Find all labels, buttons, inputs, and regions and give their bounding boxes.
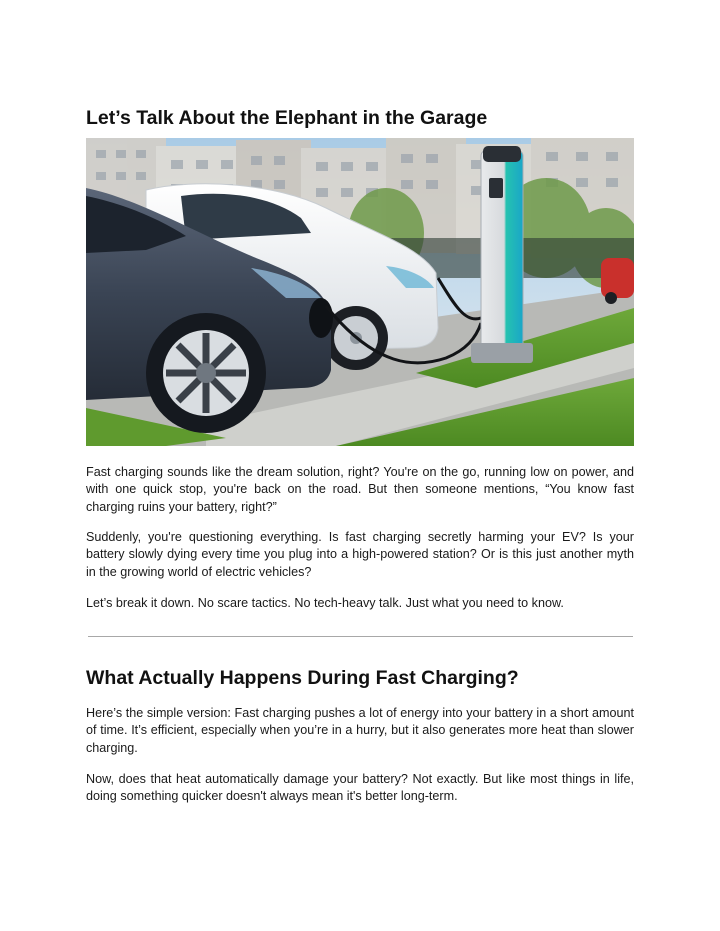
paragraph-intro-2: Suddenly, you're questioning everything. Is fast charging secretly harming your EV? Is your battery slowly dying every time you plug into a high-powered station? Or is this just another myth in the growing world of electric vehicles? <box>86 530 634 579</box>
paragraph-fast-charging-1: Here’s the simple version: Fast charging pushes a lot of energy into your battery in a short amount of time. It’s efficient, especially when you’re in a hurry, but it also generates more heat than slower charging. <box>86 706 634 755</box>
hero-image-ev-charging <box>86 138 634 446</box>
paragraph-fast-charging-2: Now, does that heat automatically damage your battery? Not exactly. But like most things in life, doing something quicker doesn't always mean it's better long-term. <box>86 772 634 804</box>
section-heading-2: What Actually Happens During Fast Charging? <box>86 667 519 689</box>
horizontal-divider <box>88 636 633 637</box>
ev-charging-illustration <box>86 138 634 446</box>
section-heading-1: Let’s Talk About the Elephant in the Garage <box>86 107 488 129</box>
paragraph-intro-3: Let’s break it down. No scare tactics. No tech-heavy talk. Just what you need to know. <box>86 596 564 610</box>
paragraph-intro-1: Fast charging sounds like the dream solution, right? You're on the go, running low on power, and with one quick stop, you're back on the road. But then someone mentions, “You know fast charging ruins your battery, right?” <box>86 465 634 514</box>
